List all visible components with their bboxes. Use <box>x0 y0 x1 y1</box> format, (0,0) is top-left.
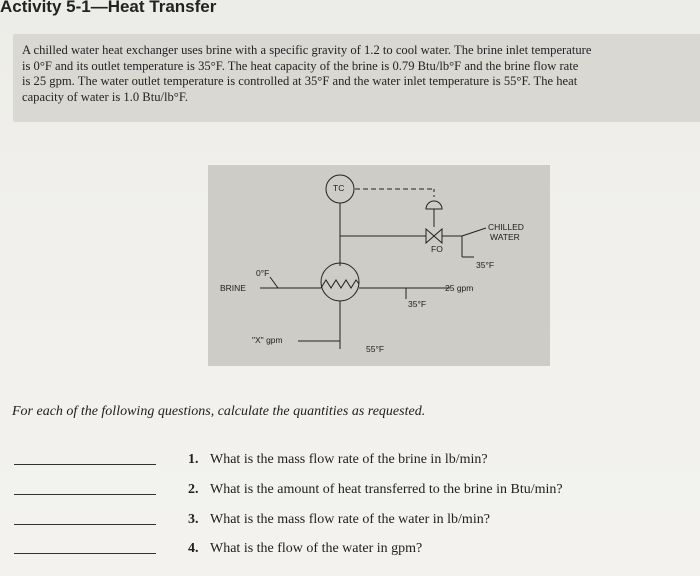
brine-outlet-temp: 35°F <box>408 299 427 309</box>
tc-label: TC <box>333 183 345 193</box>
question-text: What is the flow of the water in gpm? <box>210 541 423 556</box>
question-number: 4. <box>188 541 199 556</box>
question-row <box>0 541 700 561</box>
answer-blank[interactable] <box>14 553 156 554</box>
heat-exchanger-diagram <box>208 165 550 366</box>
chilled-water-leader <box>462 228 486 236</box>
heat-exchanger-coil-icon <box>321 280 359 288</box>
question-number: 1. <box>188 452 199 467</box>
question-number: 2. <box>188 482 199 497</box>
question-row <box>0 512 700 532</box>
question-text: What is the mass flow rate of the water in lb/min? <box>210 512 490 527</box>
question-row <box>0 482 700 502</box>
chilled-water-label-1: CHILLED <box>488 222 524 232</box>
problem-statement <box>22 43 700 105</box>
control-valve-icon <box>426 229 442 243</box>
problem-line: is 25 gpm. The water outlet temperature is controlled at 35°F and the water inlet temperature is 55°F. The heat <box>22 74 578 89</box>
water-inlet-temp: 55°F <box>366 344 385 354</box>
fo-label: FO <box>431 244 443 254</box>
brine-inlet-temp: 0°F <box>256 268 270 278</box>
problem-line: is 0°F and its outlet temperature is 35°F. The heat capacity of the brine is 0.79 Btu/lb°F and the brine flow rate <box>22 58 579 73</box>
question-text: What is the mass flow rate of the brine in lb/min? <box>210 452 488 467</box>
brine-label: BRINE <box>220 283 246 293</box>
question-row <box>0 452 700 472</box>
problem-line: capacity of water is 1.0 Btu/lb°F. <box>22 89 188 104</box>
instructions: For each of the following questions, calculate the quantities as requested. <box>12 404 426 419</box>
question-number: 3. <box>188 512 199 527</box>
water-outlet-temp: 35°F <box>476 260 495 270</box>
brine-flow-label: 25 gpm <box>445 283 474 293</box>
answer-blank[interactable] <box>14 494 156 495</box>
valve-actuator-icon <box>426 201 442 209</box>
answer-blank[interactable] <box>14 524 156 525</box>
question-text: What is the amount of heat transferred to the brine in Btu/min? <box>210 482 563 497</box>
brine-inlet-temp-leader <box>270 277 278 288</box>
answer-blank[interactable] <box>14 464 156 465</box>
page-title: Activity 5-1—Heat Transfer <box>0 0 217 16</box>
chilled-water-label-2: WATER <box>490 232 520 242</box>
problem-line: A chilled water heat exchanger uses brine with a specific gravity of 1.2 to cool water. The brine inlet temperature <box>22 43 592 57</box>
water-flow-label: "X" gpm <box>252 335 283 345</box>
